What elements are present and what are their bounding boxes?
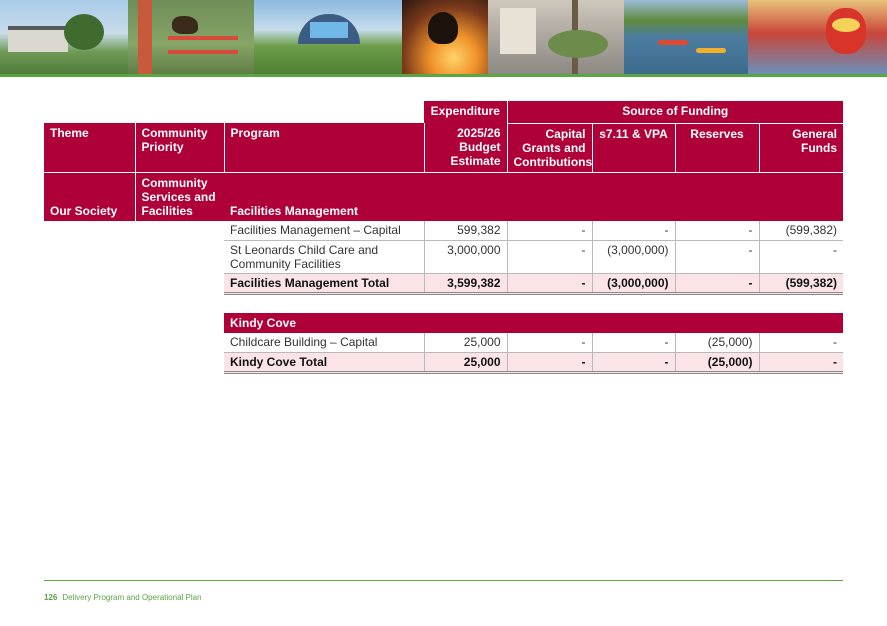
header-photo-strip [0, 0, 887, 74]
table-row [44, 333, 843, 353]
table-row [44, 241, 843, 274]
group-spacer [44, 294, 843, 313]
page-number: 126 [44, 593, 58, 602]
footer-rule [44, 580, 843, 581]
capital-grants-cell: - [507, 333, 592, 353]
total-s711: - [592, 353, 675, 373]
header-expenditure: Expenditure [424, 101, 507, 123]
total-reserves: - [675, 274, 759, 294]
total-label: Facilities Management Total [224, 274, 424, 294]
header-general-funds: General Funds [759, 123, 843, 172]
reserves-cell: (25,000) [675, 333, 759, 353]
photo-river-kayaks [624, 0, 748, 74]
total-general-funds: - [759, 353, 843, 373]
total-general-funds: (599,382) [759, 274, 843, 294]
budget-cell: 599,382 [424, 221, 507, 241]
table-row [44, 221, 843, 241]
total-label: Kindy Cove Total [224, 353, 424, 373]
header-source-of-funding: Source of Funding [507, 101, 843, 123]
reserves-cell: - [675, 241, 759, 274]
reserves-cell: - [675, 221, 759, 241]
total-capital-grants: - [507, 353, 592, 373]
total-row [44, 274, 843, 294]
header-green-rule [0, 74, 887, 77]
community-priority-value: Community Services and Facilities [135, 172, 224, 221]
header-s711-vpa: s7.11 & VPA [592, 123, 675, 172]
program-cell: St Leonards Child Care and Community Facilities [224, 241, 424, 274]
group-title-kindy-cove: Kindy Cove [224, 313, 843, 333]
s711-cell: - [592, 221, 675, 241]
general-funds-cell: - [759, 241, 843, 274]
photo-outdoor-yoga [254, 0, 402, 74]
capital-grants-cell: - [507, 241, 592, 274]
total-budget: 25,000 [424, 353, 507, 373]
header-community-priority: Community Priority [135, 123, 224, 172]
program-cell: Childcare Building – Capital [224, 333, 424, 353]
budget-table [44, 101, 843, 374]
header-program: Program [224, 123, 424, 172]
photo-kookaburra-sunset [402, 0, 488, 74]
header-blank-cell [44, 101, 424, 123]
s711-cell: - [592, 333, 675, 353]
budget-cell: 3,000,000 [424, 241, 507, 274]
photo-lunar-festival [748, 0, 887, 74]
theme-value: Our Society [44, 172, 135, 221]
photo-park-pavilion [0, 0, 128, 74]
photo-dog-agility [128, 0, 254, 74]
document-title: Delivery Program and Operational Plan [62, 593, 202, 602]
total-capital-grants: - [507, 274, 592, 294]
general-funds-cell: (599,382) [759, 221, 843, 241]
header-theme: Theme [44, 123, 135, 172]
general-funds-cell: - [759, 333, 843, 353]
total-budget: 3,599,382 [424, 274, 507, 294]
total-reserves: (25,000) [675, 353, 759, 373]
capital-grants-cell: - [507, 221, 592, 241]
total-s711: (3,000,000) [592, 274, 675, 294]
header-capital-grants: Capital Grants and Contributions [507, 123, 592, 172]
s711-cell: (3,000,000) [592, 241, 675, 274]
budget-cell: 25,000 [424, 333, 507, 353]
page-footer [44, 593, 202, 602]
group-title-facilities-management: Facilities Management [224, 172, 843, 221]
photo-street-scene [488, 0, 624, 74]
program-cell: Facilities Management – Capital [224, 221, 424, 241]
total-row [44, 353, 843, 373]
header-budget-estimate: 2025/26 Budget Estimate [424, 123, 507, 172]
header-reserves: Reserves [675, 123, 759, 172]
